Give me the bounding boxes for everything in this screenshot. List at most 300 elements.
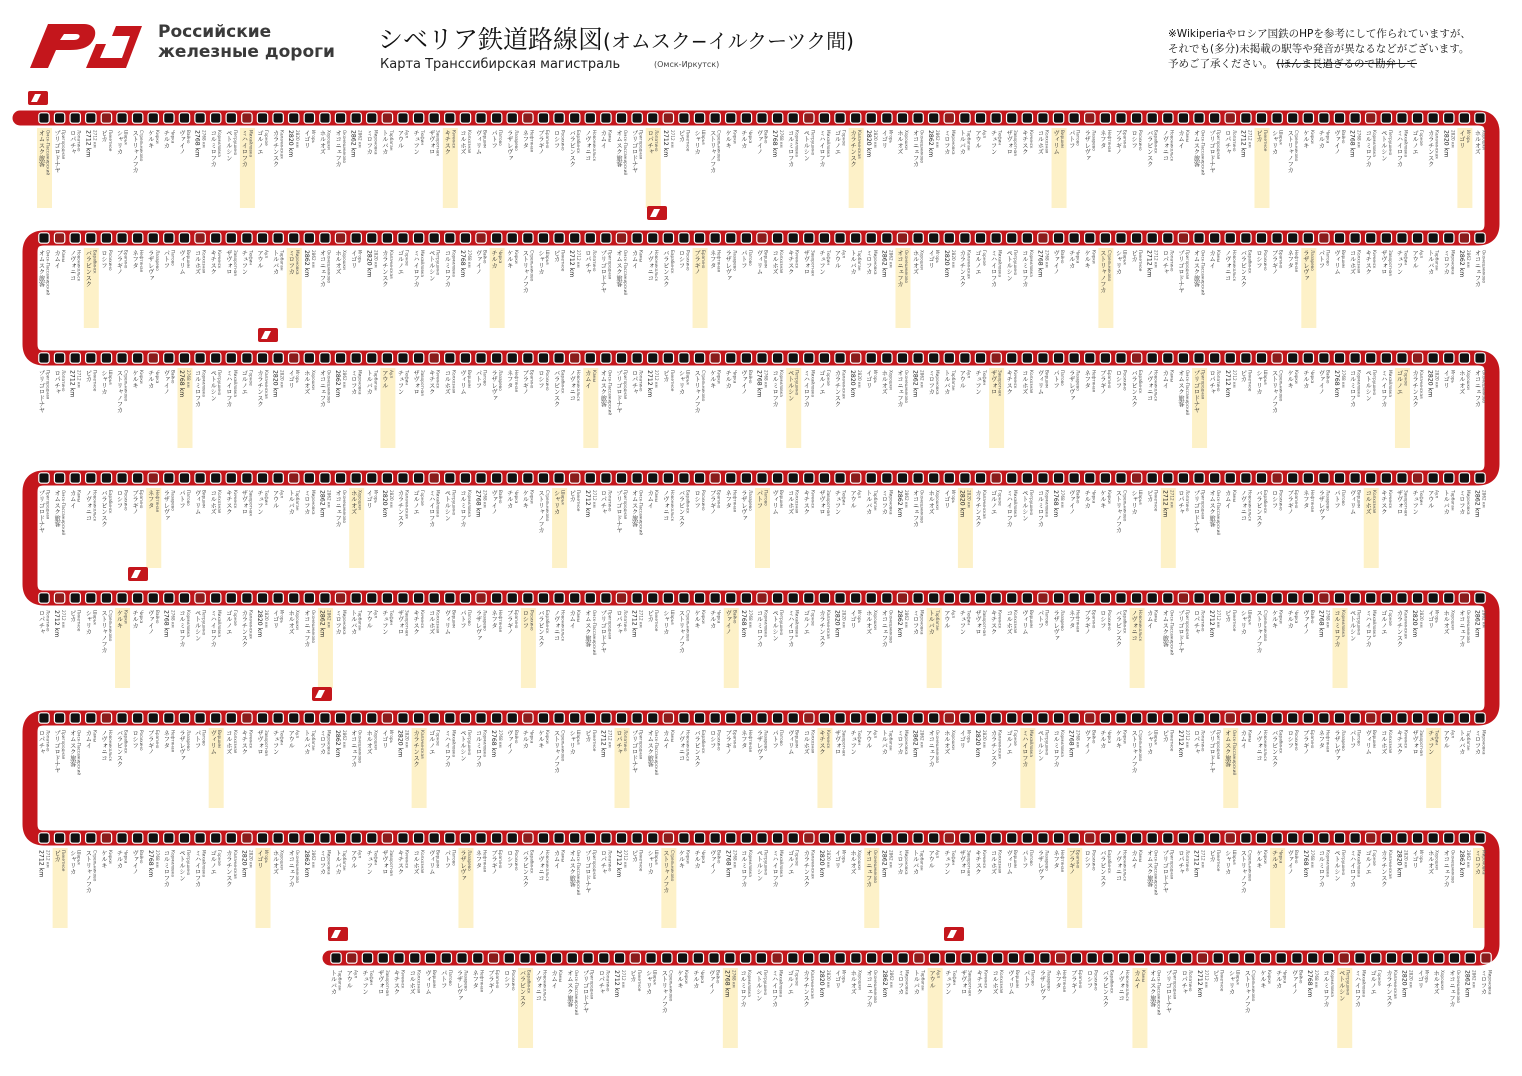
station-marker — [226, 713, 236, 723]
station-label-ja: ザヴォロ — [1005, 130, 1013, 155]
station-label-ru: Вайно — [1341, 130, 1347, 144]
station-label-ru: Колхозная — [999, 970, 1005, 994]
station-label-ja: ピカ — [630, 850, 638, 863]
station-label-ja: ホルオズ — [302, 370, 310, 395]
station-label-ru: Лопатино — [61, 370, 67, 392]
station-label-ja: オコニェフカ — [349, 730, 357, 768]
station-label-ja: ネフタ — [505, 370, 513, 389]
station-marker — [601, 833, 611, 843]
station-label-ja: オムスク旅客 — [1145, 850, 1153, 888]
station-marker — [788, 473, 798, 483]
station-label-ja: 2712 km — [1192, 850, 1200, 878]
station-label-ja: ネフタ — [1286, 250, 1294, 269]
station-label-ru: Виршим — [466, 370, 472, 388]
station-marker — [1475, 593, 1485, 603]
station-label-ja: オムスク旅客 — [37, 250, 45, 288]
station-label-ja: 2862 km — [1457, 850, 1465, 878]
station-label-ru: Омск-Пассажирский — [638, 490, 644, 536]
station-marker — [929, 953, 939, 963]
station-marker — [1178, 593, 1188, 603]
station-marker — [1459, 113, 1469, 123]
station-label-ja: ネフタ — [162, 730, 170, 749]
station-label-ja: プリゴロドナヤ — [37, 370, 45, 414]
station-label-ja: カムイ — [1130, 850, 1138, 869]
station-marker — [289, 713, 299, 723]
station-marker — [331, 953, 341, 963]
station-label-ru: Михайловка — [778, 970, 784, 997]
station-marker — [1053, 113, 1063, 123]
station-marker — [1022, 593, 1032, 603]
station-marker — [179, 473, 189, 483]
station-label-ja: オコニェフカ — [865, 970, 873, 1008]
station-marker — [491, 713, 501, 723]
station-label-ja: ペトルシン — [802, 130, 810, 161]
station-label-ja: オコニェフカ — [895, 370, 903, 408]
station-label-ja: イゴリ — [1457, 130, 1465, 149]
station-marker — [538, 113, 548, 123]
station-label-ru: Шарья — [576, 730, 582, 745]
station-label-ru: Заворотная — [810, 250, 816, 276]
station-marker — [70, 593, 80, 603]
station-label-ru: Кичинск — [217, 250, 223, 269]
station-marker — [1428, 113, 1438, 123]
station-label-ru: Михайловка — [435, 490, 441, 517]
station-label-ru: 2862 км — [1465, 850, 1471, 868]
station-label-ru: Шарья — [1278, 130, 1284, 145]
station-label-ja: コルミロフカ — [458, 490, 466, 528]
station-marker — [429, 353, 439, 363]
station-label-ja: ミハイロフカ — [224, 370, 232, 408]
station-marker — [1069, 833, 1079, 843]
station-label-ru: Росихино — [1138, 130, 1144, 151]
station-label-ru: Пригородная — [61, 730, 67, 760]
station-label-ja: オコニェフカ — [1442, 850, 1450, 888]
station-marker — [1071, 953, 1081, 963]
station-label-ru: Пикетное — [685, 130, 691, 152]
station-label-ja: イゴリ — [256, 850, 264, 869]
station-label-ja: イゴリ — [864, 370, 872, 389]
station-marker — [616, 113, 626, 123]
station-label-ru: Лазарево — [498, 370, 504, 391]
station-label-ja: オコニェフカ — [880, 610, 888, 648]
station-label-ru: Вайно — [747, 370, 753, 384]
station-label-ru: Росихино — [544, 370, 550, 391]
station-marker — [1366, 113, 1376, 123]
station-label-ru: Игорь — [857, 610, 863, 624]
station-label-ru: Лазарево — [466, 850, 472, 871]
station-label-ru: Чирка — [139, 610, 145, 624]
station-marker — [1100, 713, 1110, 723]
station-marker — [304, 593, 314, 603]
station-label-ja: ノヴォニコ — [84, 490, 92, 521]
station-label-ja: オコニェフカ — [287, 850, 295, 888]
station-label-ja: プリゴロドナヤ — [1192, 370, 1200, 414]
station-marker — [757, 593, 767, 603]
station-marker — [1131, 113, 1141, 123]
station-label-ja: ミハイロフカ — [1379, 370, 1387, 408]
station-marker — [569, 473, 579, 483]
station-label-ja: コルミロフカ — [786, 130, 794, 168]
station-marker — [1459, 713, 1469, 723]
station-marker — [819, 833, 829, 843]
station-label-ja: 2768 km — [739, 610, 747, 638]
station-marker — [1465, 953, 1475, 963]
station-marker — [1007, 353, 1017, 363]
station-marker — [694, 233, 704, 243]
station-label-ja: チュフン — [396, 370, 404, 395]
station-label-ru: Стрельниково — [668, 970, 674, 1002]
station-label-ja: キチスク — [392, 970, 400, 995]
station-label-ja: 2712 km — [630, 610, 638, 638]
station-label-ja: ヴァイノ — [490, 490, 498, 515]
station-label-ja: ミロフカ — [911, 610, 919, 635]
station-marker — [1272, 233, 1282, 243]
station-label-ja: ミハイロフカ — [427, 490, 435, 528]
station-marker — [819, 473, 829, 483]
station-label-ja: ミロフカ — [895, 850, 903, 875]
station-label-ja: ノヴォニコ — [661, 490, 669, 521]
station-marker — [335, 833, 345, 843]
station-marker — [320, 233, 330, 243]
station-label-ja: ホルオズ — [911, 250, 919, 275]
station-label-ja: ホルオズ — [942, 730, 950, 755]
station-label-ru: Виршим — [451, 610, 457, 628]
station-label-ru: Заворотная — [967, 970, 973, 996]
station-marker — [425, 953, 435, 963]
station-label-ru: Аул — [404, 130, 410, 139]
station-marker — [819, 353, 829, 363]
station-label-ja: ロシフ — [1114, 370, 1122, 389]
junction-badge — [312, 687, 332, 701]
station-label-ru: Барабинск — [1262, 490, 1268, 514]
station-marker — [788, 713, 798, 723]
station-label-ja: ノヴォニコ — [677, 730, 685, 761]
station-label-ru: Брагино — [1075, 850, 1081, 869]
station-label-ja: コルホズ — [1379, 730, 1387, 755]
station-label-ja: 2712 km — [646, 370, 654, 398]
station-label-ru: Виршим — [1356, 490, 1362, 508]
station-label-ru: 2862 км — [919, 370, 925, 388]
station-label-ja: コルミロフカ — [755, 610, 763, 648]
station-label-ja: ヴィリム — [1020, 610, 1028, 635]
station-label-ru: Тюфин — [404, 370, 410, 386]
station-label-ja: 2862 km — [334, 730, 342, 758]
station-marker — [1131, 713, 1141, 723]
station-marker — [1194, 833, 1204, 843]
station-label-ru: Кичинск — [420, 610, 426, 629]
station-label-ru: Заворотная — [404, 610, 410, 636]
station-label-ja: パトフ — [162, 250, 170, 269]
station-label-ru: Михайловка — [1403, 130, 1409, 157]
station-label-ru: Калачинская — [810, 970, 816, 999]
station-marker — [226, 353, 236, 363]
station-marker — [694, 593, 704, 603]
station-label-ja: ミロフカ — [880, 490, 888, 515]
station-marker — [616, 833, 626, 843]
station-label-ja: アウル — [349, 850, 357, 869]
station-label-ru: Лопатино — [1200, 610, 1206, 632]
station-label-ru: Чирка — [1106, 730, 1112, 744]
station-marker — [367, 833, 377, 843]
station-label-ru: Колхозная — [232, 730, 238, 754]
station-marker — [1334, 353, 1344, 363]
station-label-ja: コルミロフカ — [1317, 850, 1325, 888]
station-label-ja: コルホズ — [1348, 250, 1356, 275]
station-marker — [741, 593, 751, 603]
station-marker — [132, 713, 142, 723]
station-label-ja: ブラギノ — [146, 730, 154, 755]
station-label-ru: Пикетное — [92, 370, 98, 392]
station-label-ru: Горное — [1419, 130, 1425, 146]
station-label-ru: Аул — [373, 610, 379, 619]
station-label-ru: Кормиловка — [747, 850, 753, 877]
station-label-ru: 2768 км — [1044, 250, 1050, 268]
station-label-ru: Виршим — [763, 250, 769, 268]
station-label-ja: バラビンスク — [661, 250, 669, 288]
station-label-ja: イゴリ — [1442, 370, 1450, 389]
note-line-3-strike: (ほんま長過ぎるので勘弁して — [1276, 58, 1417, 70]
station-label-ru: Игорь — [388, 730, 394, 744]
station-marker — [39, 233, 49, 243]
station-marker — [928, 233, 938, 243]
station-marker — [273, 353, 283, 363]
station-marker — [1166, 953, 1176, 963]
station-label-ru: Петрушино — [185, 850, 191, 876]
station-label-ru: Вайно — [1309, 610, 1315, 624]
station-label-ru: Горное — [794, 850, 800, 866]
station-label-ru: Нефтяная — [498, 610, 504, 633]
station-label-ja: バラビンスク — [1239, 250, 1247, 288]
station-label-ru: Нефтяная — [1325, 730, 1331, 753]
station-label-ja: ミハイロフカ — [1005, 490, 1013, 528]
station-label-ja: ザヴォロ — [817, 490, 825, 515]
page-title-main: シベリア鉄道路線図 — [378, 25, 604, 54]
station-label-ru: Тюфин — [279, 730, 285, 746]
station-label-ja: ピカ — [1254, 130, 1262, 143]
station-label-ja: ホルオズ — [849, 850, 857, 875]
station-label-ja: コルミロフカ — [474, 730, 482, 768]
station-label-ru: Вайно — [1325, 370, 1331, 384]
station-marker — [835, 233, 845, 243]
station-marker — [1147, 233, 1157, 243]
station-marker — [335, 353, 345, 363]
station-marker — [882, 353, 892, 363]
station-label-ja: コルホズ — [991, 970, 999, 995]
station-marker — [195, 713, 205, 723]
station-label-ru: Камы — [1184, 130, 1190, 143]
station-label-ja: ロパチャ — [1208, 370, 1216, 395]
station-marker — [928, 593, 938, 603]
station-marker — [679, 713, 689, 723]
station-label-ja: 2712 km — [53, 610, 61, 638]
station-label-ja: トルバカ — [349, 610, 357, 635]
station-marker — [928, 353, 938, 363]
station-marker — [757, 353, 767, 363]
station-label-ru: Кормиловка — [451, 250, 457, 277]
station-marker — [39, 353, 49, 363]
station-label-ja: ケルキ — [708, 370, 716, 389]
station-label-ru: Михайловка — [1361, 970, 1367, 997]
station-label-ja: ミハイロフカ — [412, 250, 420, 288]
station-marker — [101, 353, 111, 363]
station-label-ja: ストリャノフカ — [115, 370, 123, 414]
station-label-ru: Хорошки — [857, 970, 863, 990]
station-label-ru: Камы — [591, 370, 597, 383]
station-label-ja: キチスク — [209, 250, 217, 275]
station-label-ja: オムスク旅客 — [583, 610, 591, 648]
station-label-ru: Игорь — [935, 250, 941, 264]
station-label-ru: Лазарево — [463, 970, 469, 991]
station-label-ja: 2820 km — [864, 130, 872, 158]
station-label-ja: オムスク旅客 — [1176, 370, 1184, 408]
station-label-ja: カラチンスク — [1384, 970, 1392, 1008]
station-marker — [523, 353, 533, 363]
station-label-ru: Чирка — [1294, 610, 1300, 624]
station-label-ru: Стрельниково — [92, 850, 98, 882]
station-label-ru: Вайно — [185, 130, 191, 144]
station-marker — [86, 593, 96, 603]
station-label-ja: カラチンスク — [224, 850, 232, 888]
station-label-ja: ロシフ — [677, 250, 685, 269]
station-marker — [257, 713, 267, 723]
station-label-ja: チルカ — [505, 490, 513, 509]
station-marker — [710, 473, 720, 483]
station-label-ru: Кормиловка — [1325, 850, 1331, 877]
station-marker — [226, 593, 236, 603]
station-label-ru: Росихино — [701, 490, 707, 511]
station-label-ru: Оконешниково — [888, 610, 894, 644]
station-label-ru: Стрельниково — [1122, 490, 1128, 522]
station-marker — [1475, 113, 1485, 123]
station-marker — [1256, 353, 1266, 363]
station-label-ja: 2862 km — [911, 370, 919, 398]
station-marker — [1412, 353, 1422, 363]
station-label-ja: キチスク — [1395, 730, 1403, 755]
station-label-ja: チルカ — [131, 610, 139, 629]
station-label-ja: ヴァイノ — [146, 610, 154, 635]
station-marker — [1444, 233, 1454, 243]
station-label-ja: ノヴォニコ — [583, 130, 591, 161]
station-marker — [1053, 233, 1063, 243]
station-label-ru: Пикетное — [1216, 850, 1222, 872]
station-label-ja: パトフ — [1036, 610, 1044, 629]
station-marker — [772, 473, 782, 483]
station-label-ru: Кичинск — [1387, 490, 1393, 509]
station-label-ja: ペトルシン — [224, 130, 232, 161]
station-label-ru: Барабинск — [669, 250, 675, 274]
station-label-ru: Хорошки — [1440, 970, 1446, 990]
station-label-ja: コルホズ — [193, 250, 201, 275]
station-label-ru: Лазарево — [1341, 730, 1347, 751]
station-marker — [866, 473, 876, 483]
station-marker — [86, 833, 96, 843]
station-label-ja: ホルオズ — [1457, 370, 1465, 395]
station-marker — [1022, 113, 1032, 123]
station-label-ja: 2712 km — [583, 490, 591, 518]
station-label-ru: Патово — [1028, 850, 1034, 866]
station-label-ru: Росихино — [107, 250, 113, 271]
station-label-ru: Кормиловка — [1341, 610, 1347, 637]
station-label-ja: シャリカ — [68, 850, 76, 875]
station-marker — [351, 713, 361, 723]
station-marker — [850, 233, 860, 243]
station-label-ru: 2712 км — [576, 250, 582, 268]
station-marker — [273, 713, 283, 723]
station-label-ru: Росихино — [139, 730, 145, 751]
station-label-ru: Заворотная — [388, 850, 394, 876]
station-marker — [445, 473, 455, 483]
station-label-ja: 2712 km — [613, 970, 621, 998]
station-label-ru: 2820 км — [966, 490, 972, 508]
station-label-ja: プリゴロドナヤ — [1161, 850, 1169, 894]
station-label-ja: バラビンスク — [115, 730, 123, 768]
station-marker — [977, 953, 987, 963]
station-marker — [1229, 953, 1239, 963]
station-label-ru: Стрельниково — [1106, 250, 1112, 282]
station-marker — [914, 953, 924, 963]
station-label-ru: 2862 км — [1471, 970, 1477, 988]
station-label-ja: ブラギノ — [1098, 370, 1106, 395]
station-label-ru: Омск-Пассажирский — [61, 490, 67, 536]
station-label-ja: ホルオズ — [318, 130, 326, 155]
station-label-ja: ロシフ — [99, 250, 107, 269]
station-label-ja: ケルキ — [693, 610, 701, 629]
station-marker — [1366, 833, 1376, 843]
station-label-ja: カムイ — [84, 730, 92, 749]
station-marker — [944, 713, 954, 723]
station-label-ja: ケルキ — [1098, 490, 1106, 509]
station-marker — [551, 953, 561, 963]
station-marker — [944, 593, 954, 603]
station-label-ru: Камы — [1169, 370, 1175, 383]
station-label-ja: ネフタ — [471, 970, 479, 989]
station-label-ja: ヴァイノ — [1067, 490, 1075, 515]
station-label-ja: ロパチャ — [53, 370, 61, 395]
station-label-ru: Петрушино — [810, 130, 816, 156]
station-label-ru: Омск-Пассажирский — [1184, 370, 1190, 416]
station-label-ru: Чирка — [154, 370, 160, 384]
station-marker — [1366, 713, 1376, 723]
station-marker — [347, 953, 357, 963]
station-marker — [1007, 113, 1017, 123]
station-label-ru: 2862 км — [357, 130, 363, 148]
station-label-ja: 2820 km — [240, 850, 248, 878]
station-label-ru: Лопатино — [45, 610, 51, 632]
station-label-ru: 2820 км — [264, 610, 270, 628]
station-label-ru: 2768 км — [1314, 970, 1320, 988]
station-label-ja: チルカ — [1286, 610, 1294, 629]
station-marker — [710, 593, 720, 603]
station-label-ja: チュフン — [365, 850, 373, 875]
station-label-ru: Омск-Пассажирский — [576, 850, 582, 896]
station-marker — [975, 233, 985, 243]
station-marker — [1225, 233, 1235, 243]
station-marker — [882, 593, 892, 603]
station-marker — [944, 233, 954, 243]
station-label-ru: Кирки — [529, 490, 535, 504]
station-label-ru: Кормиловка — [466, 490, 472, 517]
station-label-ru: Аул — [353, 970, 359, 979]
station-label-ja: ラザレヴァ — [755, 730, 763, 761]
station-label-ru: Хорошки — [888, 370, 894, 390]
station-marker — [913, 593, 923, 603]
station-label-ru: 2820 км — [388, 490, 394, 508]
station-label-ja: カムイ — [1239, 730, 1247, 749]
station-label-ru: Чирка — [1309, 370, 1315, 384]
station-marker — [928, 833, 938, 843]
station-label-ru: Горное — [264, 130, 270, 146]
station-marker — [101, 113, 111, 123]
